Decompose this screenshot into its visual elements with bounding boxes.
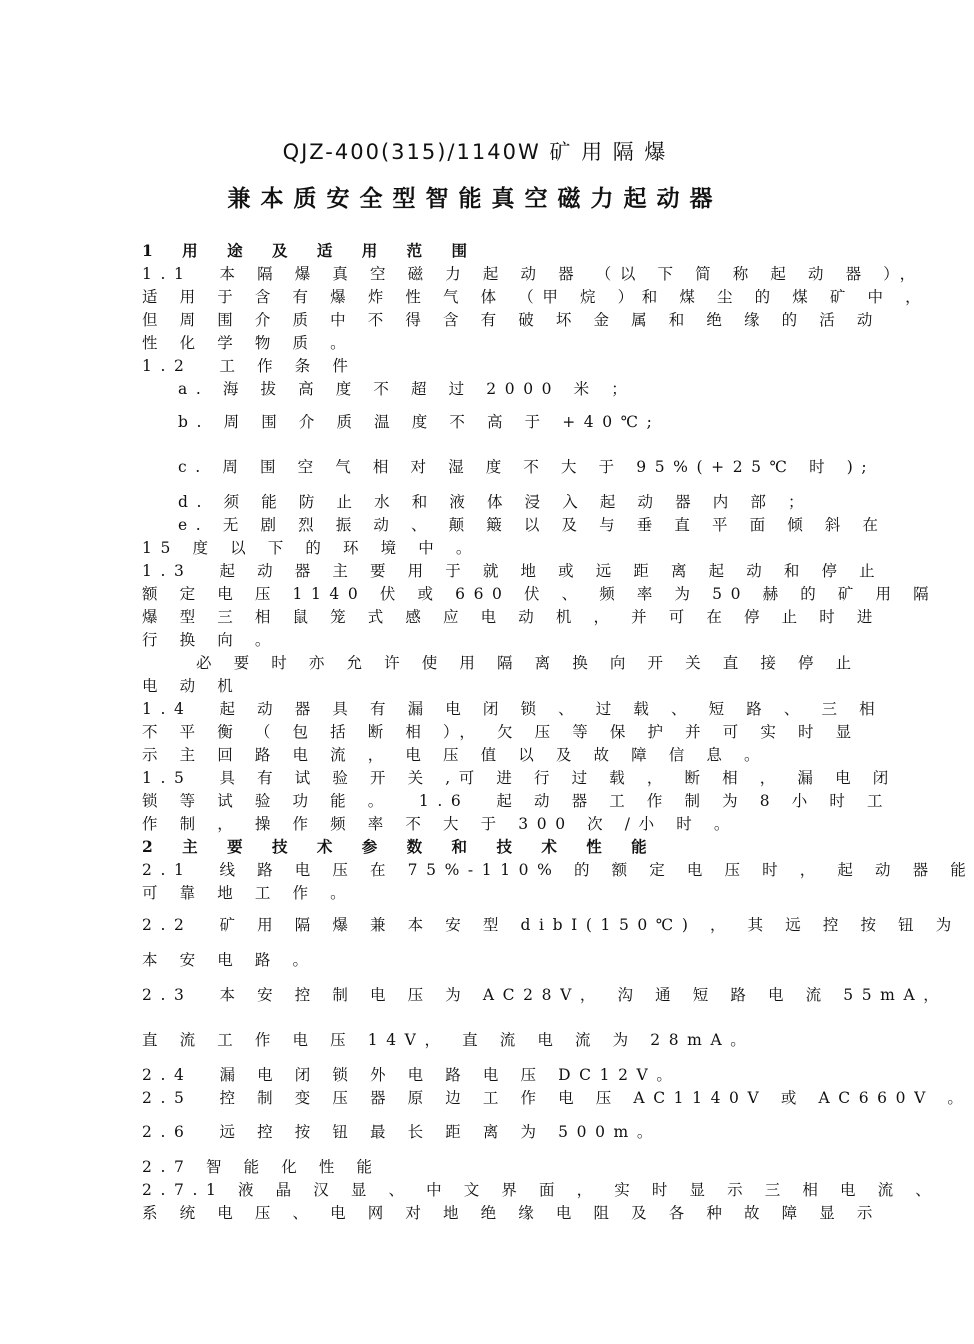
text-line: 不 平 衡 （ 包 括 断 相 ）， 欠 压 等 保 护 并 可 实 时 显	[142, 723, 860, 741]
text-line: 本 安 电 路 。	[142, 951, 317, 969]
text-line: 系 统 电 压 、 电 网 对 地 绝 缘 电 阻 及 各 种 故 障 显 示	[142, 1204, 882, 1222]
text-line: 2.7.1 液 晶 汉 显 、 中 文 界 面 ， 实 时 显 示 三 相 电 流 、	[142, 1181, 940, 1199]
text-line: 1.1 本 隔 爆 真 空 磁 力 起 动 器 （以 下 简 称 起 动 器 ），	[142, 265, 924, 283]
list-item: e. 无 剧 烈 振 动 、 颠 簸 以 及 与 垂 直 平 面 倾 斜 在	[178, 516, 887, 534]
text-line: 但 周 围 介 质 中 不 得 含 有 破 坏 金 属 和 绝 缘 的 活 动	[142, 311, 882, 329]
text-line: 15 度 以 下 的 环 境 中 。	[142, 539, 480, 557]
text-line: 额 定 电 压 1140 伏 或 660 伏 、 频 率 为 50 赫 的 矿 用 隔	[142, 585, 938, 603]
text-line: 1.2 工 作 条 件	[142, 357, 357, 375]
text-line: 2.2 矿 用 隔 爆 兼 本 安 型 dibI(150℃) ， 其 远 控 按 钮 为	[142, 916, 960, 934]
text-line: 爆 型 三 相 鼠 笼 式 感 应 电 动 机 ， 并 可 在 停 止 时 进	[142, 608, 882, 626]
text-line: 1.4 起 动 器 具 有 漏 电 闭 锁 、 过 载 、 短 路 、 三 相	[142, 700, 884, 718]
section-heading-1: 1 用 途 及 适 用 范 围	[142, 241, 480, 260]
text-line: 2.5 控 制 变 压 器 原 边 工 作 电 压 AC1140V 或 AC660V 。	[142, 1089, 972, 1107]
text-line: 2.6 远 控 按 钮 最 长 距 离 为 500m。	[142, 1123, 661, 1141]
text-line: 行 换 向 。	[142, 631, 279, 649]
list-item: b. 周 围 介 质 温 度 不 高 于 +40℃;	[178, 413, 661, 431]
text-line: 1.5 具 有 试 验 开 关 ,可 进 行 过 载 ， 断 相 ， 漏 电 闭	[142, 769, 897, 787]
text-line: 锁 等 试 验 功 能 。 1.6 起 动 器 工 作 制 为 8 小 时 工	[142, 792, 892, 810]
text-line: 性 化 学 物 质 。	[142, 334, 355, 352]
list-item: a. 海 拔 高 度 不 超 过 2000 米 ；	[178, 380, 636, 398]
text-line: 必 要 时 亦 允 许 使 用 隔 离 换 向 开 关 直 接 停 止	[196, 654, 860, 672]
text-line: 示 主 回 路 电 流 ， 电 压 值 以 及 故 障 信 息 。	[142, 746, 769, 764]
list-item: c. 周 围 空 气 相 对 湿 度 不 大 于 95%(+25℃ 时 );	[178, 458, 876, 476]
document-title-line2: 兼本质安全型智能真空磁力起动器	[227, 186, 723, 212]
list-item: d. 须 能 防 止 水 和 液 体 浸 入 起 动 器 内 部 ；	[178, 493, 813, 511]
subsection-heading: 2.7 智 能 化 性 能	[142, 1158, 381, 1176]
document-title-line1: QJZ-400(315)/1140W 矿 用 隔 爆	[282, 140, 668, 164]
text-line: 作 制 ， 操 作 频 率 不 大 于 300 次 /小 时 。	[142, 815, 738, 833]
text-line: 2.1 线 路 电 压 在 75%-110% 的 额 定 电 压 时 ， 起 动 器 能	[142, 861, 974, 879]
text-line: 2.4 漏 电 闭 锁 外 电 路 电 压 DC12V。	[142, 1066, 681, 1084]
text-line: 电 动 机	[142, 677, 242, 695]
text-line: 直 流 工 作 电 压 14V， 直 流 电 流 为 28mA。	[142, 1031, 755, 1049]
section-heading-2: 2 主 要 技 术 参 数 和 技 术 性 能	[142, 837, 659, 856]
text-line: 可 靠 地 工 作 。	[142, 884, 355, 902]
text-line: 1.3 起 动 器 主 要 用 于 就 地 或 远 距 离 起 动 和 停 止	[142, 562, 884, 580]
text-line: 适 用 于 含 有 爆 炸 性 气 体 （甲 烷 ）和 煤 尘 的 煤 矿 中 ，	[142, 288, 930, 306]
text-line: 2.3 本 安 控 制 电 压 为 AC28V， 沟 通 短 路 电 流 55mA，	[142, 986, 948, 1004]
